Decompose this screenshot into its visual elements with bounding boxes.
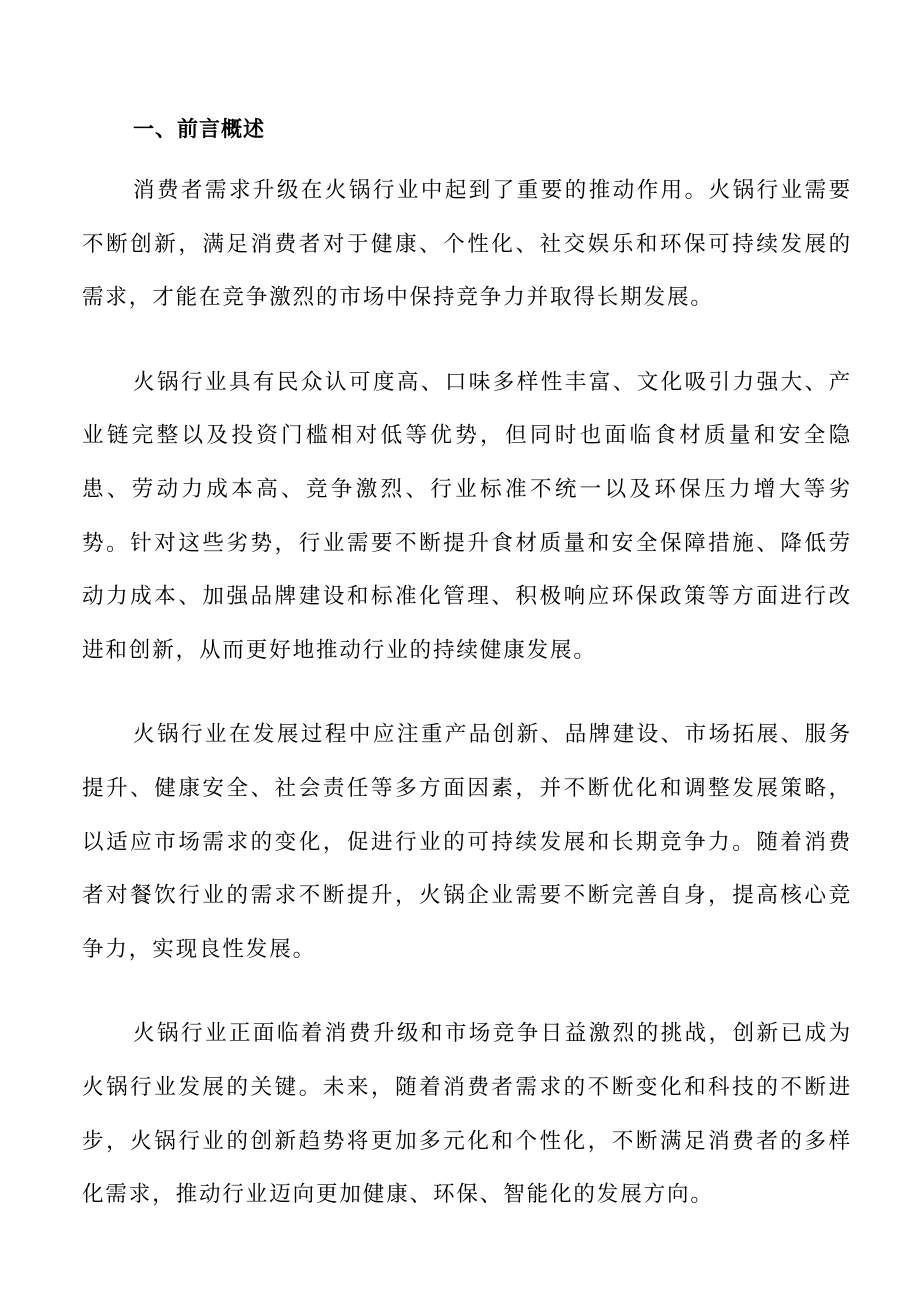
paragraph-consumer-demand: 消费者需求升级在火锅行业中起到了重要的推动作用。火锅行业需要不断创新，满足消费者对于健康、个性化、社交娱乐和环保可持续发展的需求，才能在竞争激烈的市场中保持竞争力并取得长期发展。 <box>82 178 852 311</box>
paragraph-innovation-trends: 火锅行业正面临着消费升级和市场竞争日益激烈的挑战，创新已成为火锅行业发展的关键。未来，随着消费者需求的不断变化和科技的不断进步，火锅行业的创新趋势将更加多元化和个性化，不断满足消费者的多样化需求，推动行业迈向更加健康、环保、智能化的发展方向。 <box>82 1021 852 1208</box>
paragraph-strengths-weaknesses: 火锅行业具有民众认可度高、口味多样性丰富、文化吸引力强大、产业链完整以及投资门槛相对低等优势，但同时也面临食材质量和安全隐患、劳动力成本高、竞争激烈、行业标准不统一以及环保压力增大等劣势。针对这些劣势，行业需要不断提升食材质量和安全保障措施、降低劳动力成本、加强品牌建设和标准化管理、积极响应环保政策等方面进行改进和创新，从而更好地推动行业的持续健康发展。 <box>82 369 852 663</box>
document-body <box>82 164 852 1253</box>
paragraph-development-strategy: 火锅行业在发展过程中应注重产品创新、品牌建设、市场拓展、服务提升、健康安全、社会责任等多方面因素，并不断优化和调整发展策略，以适应市场需求的变化，促进行业的可持续发展和长期竞争力。随着消费者对餐饮行业的需求不断提升，火锅企业需要不断完善自身，提高核心竞争力，实现良性发展。 <box>82 722 852 962</box>
section-heading: 一、前言概述 <box>133 117 265 141</box>
